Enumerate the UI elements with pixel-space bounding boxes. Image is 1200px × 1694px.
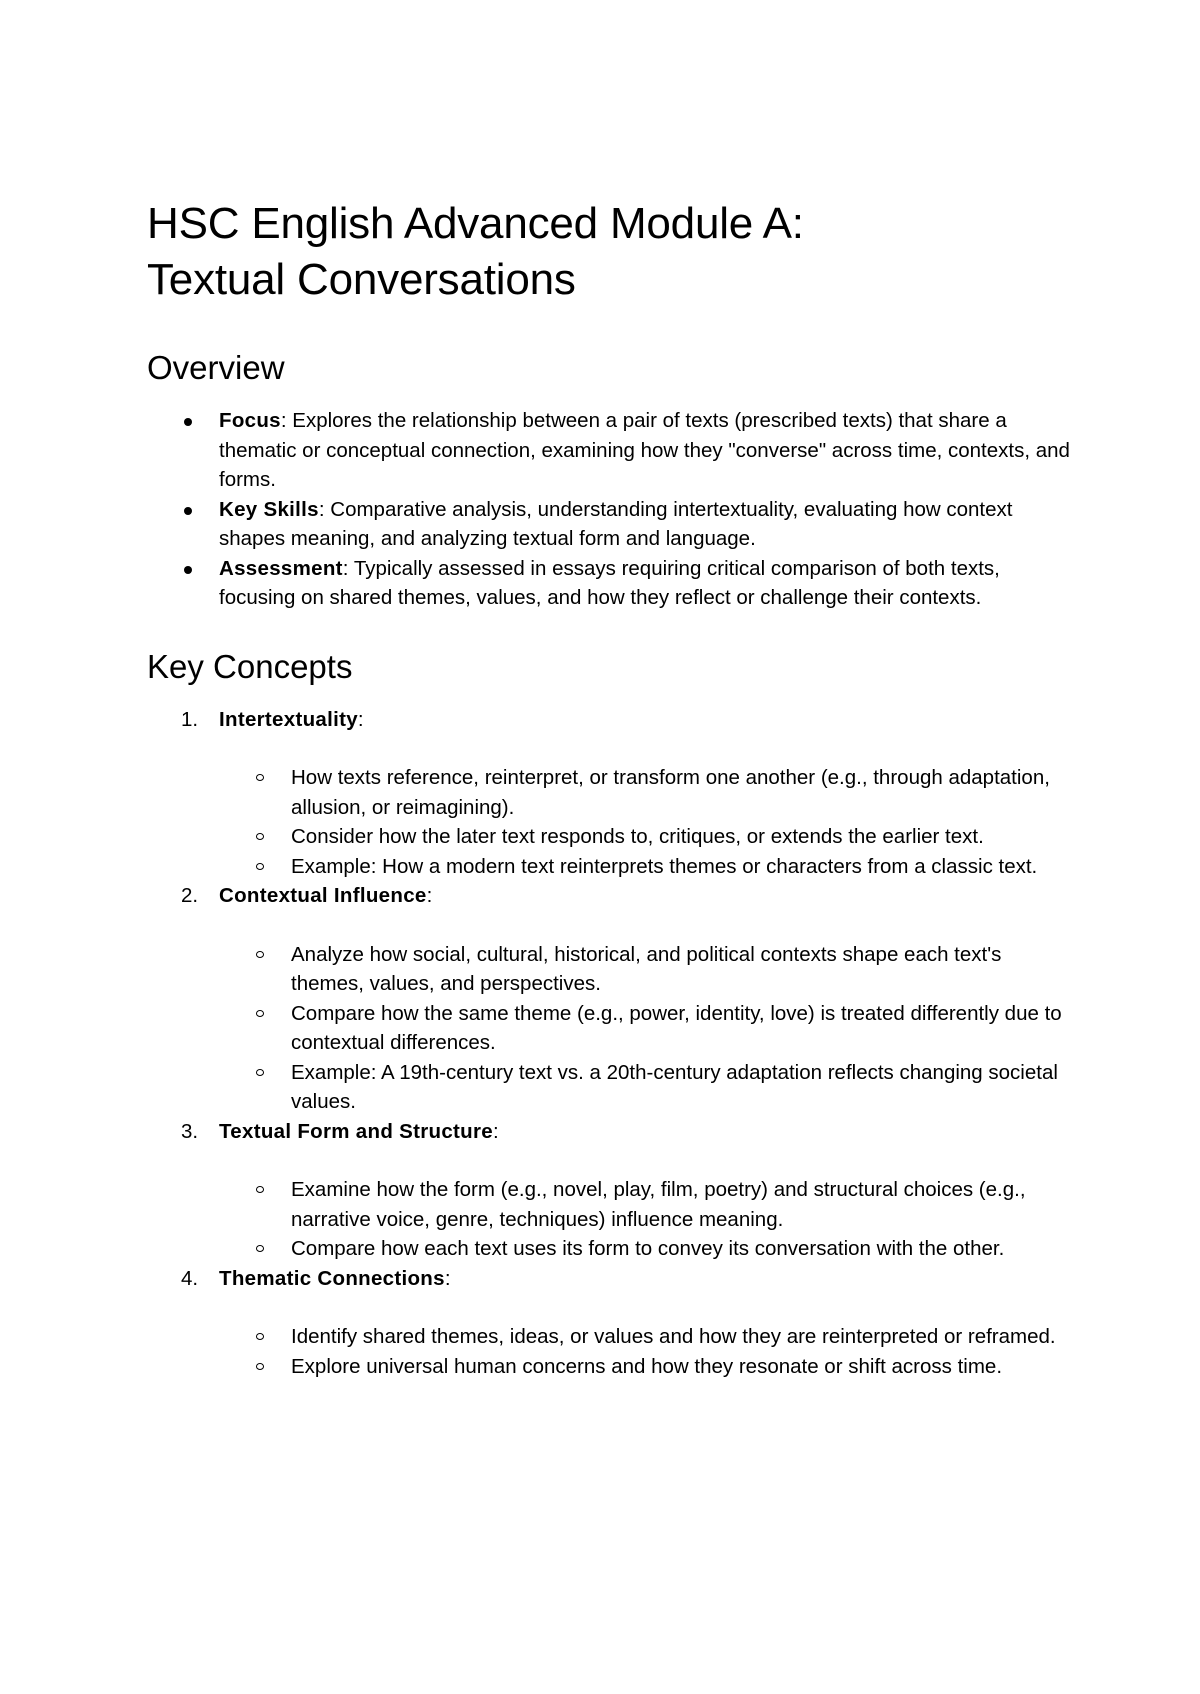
sub-list-item: Compare how the same theme (e.g., power, identity, love) is treated differently due to contextual differences. [219, 999, 1077, 1058]
hollow-bullet-icon [256, 1186, 264, 1193]
sub-list-item: How texts reference, reinterpret, or transform one another (e.g., through adaptation, allusion, or reimagining). [219, 763, 1077, 822]
hollow-bullet-icon [256, 1245, 264, 1252]
hollow-bullet-icon [256, 863, 264, 870]
sub-list [219, 763, 1077, 881]
sub-list-item: Identify shared themes, ideas, or values and how they are reinterpreted or reframed. [219, 1322, 1077, 1352]
list-item: 2. Contextual Influence: Analyze how social, cultural, historical, and political contexts shape each text's themes, values, and perspectives. Compare how the same theme (e.g., power, identity, love) is treated differently due to contextual differences. Example: A 19th-century text vs. a 20th-century adaptation reflects changing societal values. [147, 881, 1077, 1117]
sub-list-item: Example: How a modern text reinterprets themes or characters from a classic text. [219, 852, 1077, 882]
term: Contextual Influence [219, 884, 427, 907]
term: Key Skills [219, 497, 319, 521]
document-title [147, 196, 1077, 308]
hollow-bullet-icon [256, 1069, 264, 1076]
hollow-bullet-icon [256, 833, 264, 840]
list-number: 3. [181, 1119, 199, 1143]
sub-list-item: Analyze how social, cultural, historical, and political contexts shape each text's themes, values, and perspectives. [219, 940, 1077, 999]
title-line-1: HSC English Advanced Module A: [147, 199, 804, 248]
sub-list [219, 1175, 1077, 1264]
sub-list-item: Explore universal human concerns and how they resonate or shift across time. [219, 1352, 1077, 1382]
document-page [147, 196, 1077, 1381]
hollow-bullet-icon [256, 1363, 264, 1370]
list-item: Key Skills: Comparative analysis, understanding intertextuality, evaluating how context shapes meaning, and analyzing textual form and language. [147, 495, 1077, 554]
hollow-bullet-icon [256, 951, 264, 958]
list-item: Focus: Explores the relationship between a pair of texts (prescribed texts) that share a thematic or conceptual connection, examining how they "converse" across time, contexts, and forms. [147, 406, 1077, 495]
description: Explores the relationship between a pair of texts (prescribed texts) that share a thematic or conceptual connection, examining how they "converse" across time, contexts, and forms. [219, 409, 1070, 491]
sub-list-item: Examine how the form (e.g., novel, play, film, poetry) and structural choices (e.g., narrative voice, genre, techniques) influence meaning. [219, 1175, 1077, 1234]
sub-list-item: Consider how the later text responds to, critiques, or extends the earlier text. [219, 822, 1077, 852]
sub-list [219, 1322, 1077, 1381]
hollow-bullet-icon [256, 1010, 264, 1017]
list-item: 1. Intertextuality: How texts reference, reinterpret, or transform one another (e.g., through adaptation, allusion, or reimagining). Consider how the later text responds to, critiques, or extends the earlier text. Example: How a modern text reinterprets themes or characters from a classic text. [147, 705, 1077, 882]
sub-list-item: Compare how each text uses its form to convey its conversation with the other. [219, 1234, 1077, 1264]
sub-list [219, 940, 1077, 1117]
list-number: 2. [181, 884, 199, 907]
list-number: 4. [181, 1266, 199, 1290]
list-item: 4. Thematic Connections: Identify shared themes, ideas, or values and how they are reinterpreted or reframed. Explore universal human concerns and how they resonate or shift across time. [147, 1264, 1077, 1382]
title-line-2: Textual Conversations [147, 255, 576, 304]
term: Focus [219, 409, 281, 432]
list-item: Assessment: Typically assessed in essays requiring critical comparison of both texts, focusing on shared themes, values, and how they reflect or challenge their contexts. [147, 554, 1077, 613]
hollow-bullet-icon [256, 1333, 264, 1340]
sub-list-item: Example: A 19th-century text vs. a 20th-century adaptation reflects changing societal values. [219, 1058, 1077, 1117]
list-number: 1. [181, 707, 199, 731]
term: Textual Form and Structure [219, 1119, 493, 1143]
term: Intertextuality [219, 707, 358, 731]
overview-list [147, 406, 1077, 613]
description: Typically assessed in essays requiring critical comparison of both texts, focusing on shared themes, values, and how they reflect or challenge their contexts. [219, 556, 1000, 609]
key-concepts-heading: Key Concepts [147, 647, 353, 685]
key-concepts-list [147, 705, 1077, 1382]
term: Assessment [219, 556, 343, 580]
hollow-bullet-icon [256, 774, 264, 781]
list-item: 3. Textual Form and Structure: Examine how the form (e.g., novel, play, film, poetry) and structural choices (e.g., narrative voice, genre, techniques) influence meaning. Compare how each text uses its form to convey its conversation with the other. [147, 1117, 1077, 1264]
overview-heading: Overview [147, 349, 285, 386]
description: Comparative analysis, understanding intertextuality, evaluating how context shapes meaning, and analyzing textual form and language. [219, 497, 1013, 550]
term: Thematic Connections [219, 1266, 445, 1290]
